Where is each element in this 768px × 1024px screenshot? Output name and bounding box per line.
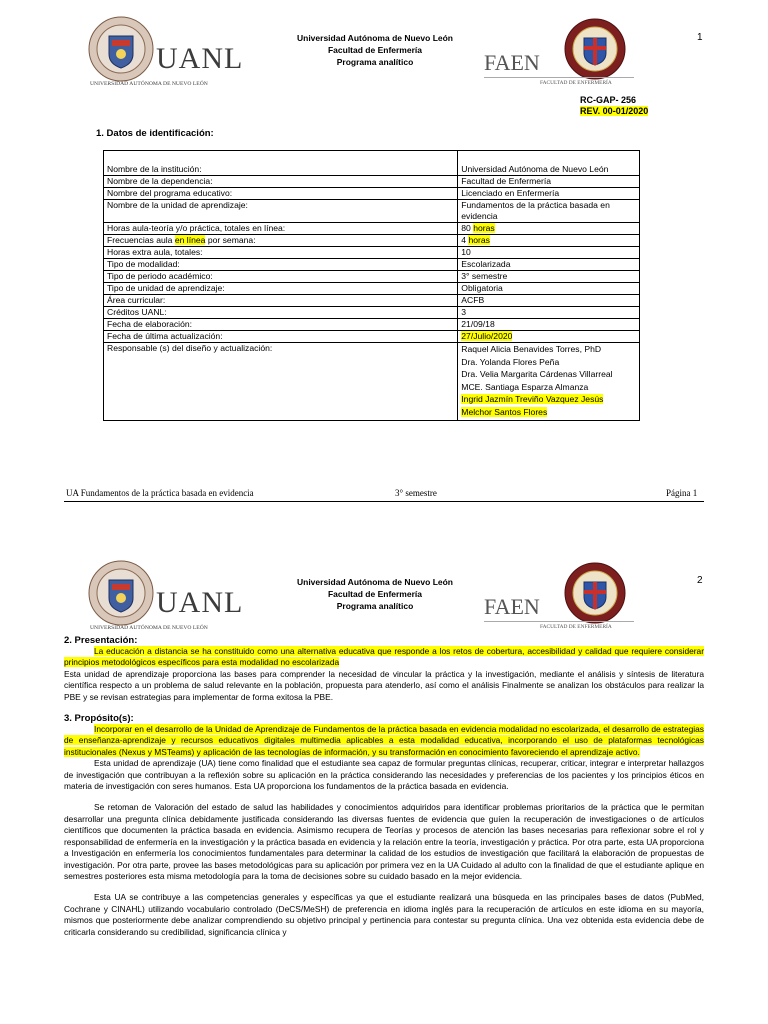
table-cell-value (458, 331, 640, 343)
header-faculty: Facultad de Enfermería (327, 589, 422, 599)
table-row (104, 283, 640, 295)
table-row (104, 235, 640, 247)
header-university: Universidad Autónoma de Nuevo León (296, 577, 453, 587)
table-cell-value: Obligatoria (458, 283, 640, 295)
table-cell-label: Créditos UANL: (104, 307, 458, 319)
label-tail: por semana: (205, 235, 256, 245)
responsible-name: Raquel Alicia Benavides Torres, PhD (461, 344, 602, 354)
revision-code (580, 106, 648, 117)
section3-highlight-paragraph (64, 724, 704, 758)
identification-table (103, 150, 640, 421)
value-highlight: horas (468, 235, 490, 245)
table-cell-value: ACFB (458, 295, 640, 307)
section1-title: 1. Datos de identificación: (96, 128, 214, 139)
table-cell-value: Fundamentos de la práctica basada en evidencia (458, 200, 640, 223)
revision-code-text: REV. 00-01/2020 (580, 106, 649, 116)
faen-logo-rule (484, 621, 634, 622)
table-row (104, 271, 640, 283)
value-text: 4 (461, 235, 469, 245)
table-cell-label: Fecha de elaboración: (104, 319, 458, 331)
responsible-name: Dra. Velia Margarita Cárdenas Villarreal (461, 369, 613, 379)
header-program: Programa analítico (336, 601, 414, 611)
header-program: Programa analítico (336, 57, 414, 67)
uanl-logo-text: UANL (156, 42, 244, 75)
table-cell-label: Fecha de última actualización: (104, 331, 458, 343)
table-row (104, 307, 640, 319)
table-cell-value: 3 (458, 307, 640, 319)
table-cell-value: Facultad de Enfermería (458, 176, 640, 188)
uanl-logo-subtitle: UNIVERSIDAD AUTÓNOMA DE NUEVO LEÓN (90, 81, 208, 87)
section2-title: 2. Presentación: (64, 635, 138, 646)
table-cell-label: Responsable (s) del diseño y actualización: (104, 343, 458, 421)
table-cell-value: 21/09/18 (458, 319, 640, 331)
uanl-logo-subtitle: UNIVERSIDAD AUTÓNOMA DE NUEVO LEÓN (90, 625, 208, 631)
page-number: 1 (697, 32, 703, 43)
footer-title: UA Fundamentos de la práctica basada en evidencia (66, 488, 254, 498)
value-highlight: 27/Julio/2020 (461, 331, 513, 341)
header-university: Universidad Autónoma de Nuevo León (296, 33, 453, 43)
faen-logo-subtitle: FACULTAD DE ENFERMERÍA (540, 624, 612, 630)
table-cell-value: 3° semestre (458, 271, 640, 283)
faen-logo-text: FAEN (484, 50, 540, 75)
uanl-logo (88, 560, 243, 634)
table-cell-label: Nombre de la institución: (104, 151, 458, 176)
table-row (104, 176, 640, 188)
page-number: 2 (697, 575, 703, 586)
footer-semester: 3° semestre (395, 488, 437, 498)
table-row (104, 151, 640, 176)
table-cell-value: Universidad Autónoma de Nuevo León (458, 151, 640, 176)
table-cell-label: Tipo de unidad de aprendizaje: (104, 283, 458, 295)
page1-header (280, 32, 470, 68)
faen-logo-text: FAEN (484, 594, 540, 619)
section3-paragraph-2: Se retoman de Valoración del estado de salud las habilidades y conocimientos adquiridos para identificar problemas prioritarios de la práctica que le permitan desarrollar una pregunta clínica debidamente justificada considerando las diversas fuentes de evidencia que guíen la recuperación de investigaciones o de artículos científicos que documenten la práctica basada en evidencia. Asimismo recupera de Teorías y procesos de atención las bases necesarias para reflexionar sobre el rol y responsabilidad de enfermería en la investigación y la práctica basada en evidencia y la relación entre la teoría, investigación y práctica. Por otra parte, esta UA proporciona a Investigación en enfermería los conocimientos fundamentales para determinar la calidad de los estudios de investigación que facilitará la elaboración de propuestas de investigación. Por otra parte, provee las bases metodológicas para su aplicación por primera vez en la UA Cuidado al adulto con la finalidad de que el estudiante aplique en semestres posteriores esta misma metodología para la toma de decisiones sobre su cuidado basado en la mejor evidencia. (64, 802, 704, 881)
table-row (104, 200, 640, 223)
responsible-name: Dra. Yolanda Flores Peña (461, 356, 560, 367)
uanl-seal-icon (88, 16, 154, 82)
table-row (104, 343, 640, 421)
label-highlight: en línea (174, 235, 206, 245)
value-highlight: horas (473, 223, 495, 233)
table-cell-value (458, 223, 640, 235)
section2-paragraph: Esta unidad de aprendizaje proporciona las bases para comprender la necesidad de vincular la práctica y la investigación, mediante el análisis y síntesis de literatura científica respecto a un problema de salud relevante en la población, propuesta para atenderlo, así como el análisis Finalmente se analizan los obstáculos para realizar la PBE y se revisan estrategias para implementar de forma exitosa la PBE. (64, 668, 704, 702)
page2-body (64, 635, 704, 938)
section3-paragraph-3: Esta UA se contribuye a las competencias generales y específicas ya que el estudiante realizará una búsqueda en las principales bases de datos (PubMed, Cochrane y CINAHL) utilizando vocabulario controlado (DeCS/MeSH) de preferencia en idioma inglés para la recuperación de artículos en este idioma en su mayoría, mismos que posteriormente debe analizar comprendiendo su objetivo principal y pertinencia para contestar su pregunta clínica. Una vez obtenida esta evidencia debe de criticarla considerando su credibilidad, significancia clínica y (64, 892, 704, 937)
faen-logo-subtitle: FACULTAD DE ENFERMERÍA (540, 80, 612, 86)
table-cell-label (104, 235, 458, 247)
table-cell-label: Horas aula-teoría y/o práctica, totales en línea: (104, 223, 458, 235)
faen-seal-icon (564, 18, 626, 80)
header-faculty: Facultad de Enfermería (327, 45, 422, 55)
table-cell-label: Tipo de periodo académico: (104, 271, 458, 283)
value-text: 80 (461, 223, 474, 233)
section3-title: 3. Propósito(s): (64, 713, 134, 725)
table-row (104, 295, 640, 307)
uanl-seal-icon (88, 560, 154, 626)
table-row (104, 259, 640, 271)
label-text: Frecuencias aula (107, 235, 175, 245)
table-cell-label: Nombre de la dependencia: (104, 176, 458, 188)
footer-page: Página 1 (666, 488, 698, 498)
table-cell-label: Horas extra aula, totales: (104, 247, 458, 259)
uanl-logo-text: UANL (156, 586, 244, 619)
table-cell-label: Área curricular: (104, 295, 458, 307)
table-cell-value: 10 (458, 247, 640, 259)
table-cell-value (458, 343, 640, 421)
responsible-name-highlight: Melchor Santos Flores (461, 406, 548, 417)
table-cell-label: Nombre del programa educativo: (104, 188, 458, 200)
section3-highlight: Incorporar en el desarrollo de la Unidad de Aprendizaje de Fundamentos de la práctica basada en evidencia modalidad no escolarizada, el desarrollo de estrategias de enseñanza-aprendizaje y recursos educativos digitales multimedia aplicables a esta modalidad educativa, incorporando el uso de plataformas tecnológicas institucionales (Nexus y MSTeams) y aplicación de las tecnologías de información, y su transformación en conocimiento favoreciendo el aprendizaje activo. (64, 724, 704, 757)
footer-rule (64, 501, 704, 502)
table-cell-value: Licenciado en Enfermería (458, 188, 640, 200)
table-cell-label: Tipo de modalidad: (104, 259, 458, 271)
faen-logo-rule (484, 77, 634, 78)
page2-header (280, 576, 470, 612)
section3-paragraph-1: Esta unidad de aprendizaje (UA) tiene como finalidad que el estudiante sea capaz de formular preguntas clínicas, recuperar, criticar, integrar e interpretar hallazgos de investigación que contribuyan a la reflexión sobre su aplicación en la práctica considerando las necesidades y preferencias de los pacientes y los principios éticos en materia de investigación con seres humanos. Esta UA proporciona los fundamentos de la práctica basada en evidencia. (64, 758, 704, 792)
section2-highlight: La educación a distancia se ha constituido como una alternativa educativa que responde a los retos de cobertura, accesibilidad y calidad que requiere considerar principios metodológicos específicos para esta modalidad no escolarizada (64, 646, 704, 668)
table-cell-value (458, 235, 640, 247)
table-row (104, 223, 640, 235)
responsible-name: MCE. Santiaga Esparza Almanza (461, 381, 589, 392)
faen-seal-icon (564, 562, 626, 624)
responsible-name-highlight: Ingrid Jazmín Treviño Vazquez Jesús (461, 394, 604, 404)
uanl-logo (88, 16, 243, 90)
section2-highlight-paragraph (64, 646, 704, 669)
faen-logo (484, 18, 634, 90)
table-row (104, 188, 640, 200)
table-row (104, 331, 640, 343)
document-code: RC-GAP- 256 (580, 95, 637, 105)
table-cell-value: Escolarizada (458, 259, 640, 271)
table-row (104, 247, 640, 259)
faen-logo (484, 562, 634, 634)
table-cell-label: Nombre de la unidad de aprendizaje: (104, 200, 458, 223)
table-row (104, 319, 640, 331)
